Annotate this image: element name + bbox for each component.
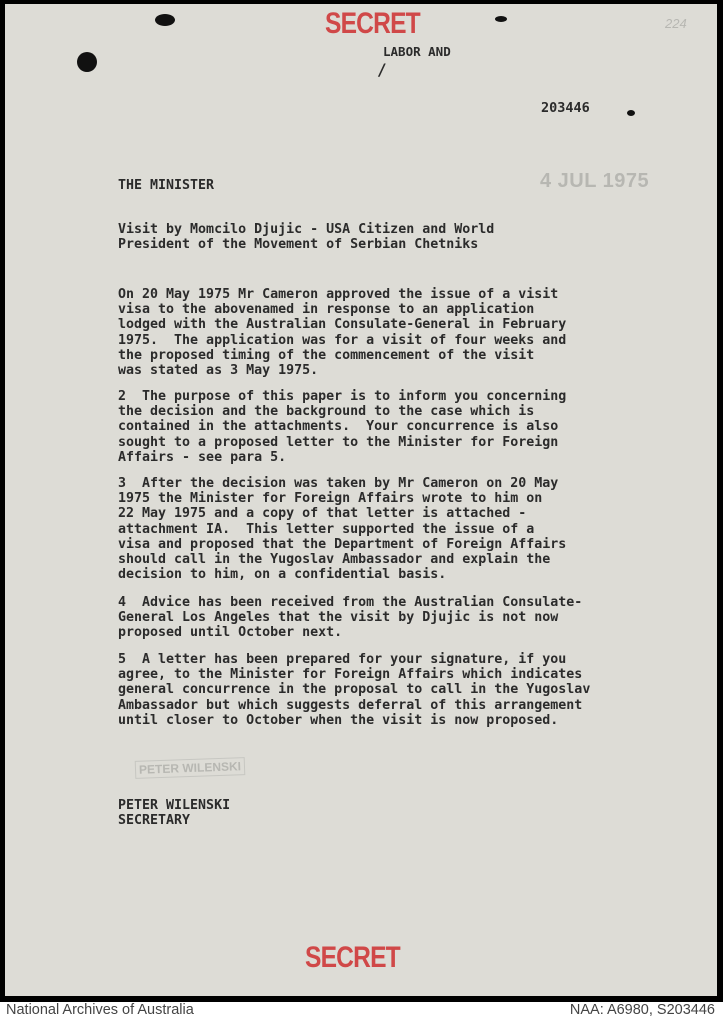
punch-hole	[77, 52, 97, 72]
paragraph-2: 2 The purpose of this paper is to inform you concerning the decision and the background to the case which is contained in the attachments. Your concurrence is also sought to a proposed letter to the Minister for Foreign Affairs - see para 5.	[118, 389, 567, 465]
signatory-title: SECRETARY	[118, 813, 191, 828]
document-page	[5, 4, 717, 996]
footer-archive-name: National Archives of Australia	[6, 1002, 194, 1018]
reference-number: 203446	[541, 100, 590, 116]
blemish-mark	[495, 16, 507, 22]
addressee: THE MINISTER	[118, 178, 215, 193]
signatory-name: PETER WILENSKI	[118, 798, 231, 813]
paragraph-1: On 20 May 1975 Mr Cameron approved the issue of a visit visa to the abovenamed in response to an application lodged with the Australian Consulate-General in February 1975. The application was for a visit of four weeks and the proposed timing of the commencement of the visit was stated as 3 May 1975.	[118, 287, 567, 379]
paragraph-4: 4 Advice has been received from the Australian Consulate- General Los Angeles that the visit by Djujic is not now proposed until October next.	[118, 595, 583, 641]
slash-mark: /	[377, 60, 387, 79]
blemish-mark	[627, 110, 635, 116]
paragraph-5: 5 A letter has been prepared for your signature, if you agree, to the Minister for Foreign Affairs which indicates general concurrence in the proposal to call in the Yugoslav Ambassador but which suggests deferral of this arrangement until closer to October when the visit is now proposed.	[118, 652, 591, 728]
corner-number: 224	[665, 16, 687, 31]
paragraph-3: 3 After the decision was taken by Mr Cameron on 20 May 1975 the Minister for Foreign Affairs wrote to him on 22 May 1975 and a copy of that letter is attached - attachment IA. This letter supported the issue of a visa and proposed that the Department of Foreign Affairs should call in the Yugoslav Ambassador and explain the decision to him, on a confidential basis.	[118, 476, 567, 583]
punch-hole	[155, 14, 175, 26]
footer-citation: NAA: A6980, S203446	[569, 1002, 715, 1018]
subject-line-2: President of the Movement of Serbian Chetniks	[118, 237, 479, 252]
secret-stamp-top: SECRET	[325, 7, 420, 40]
subject-line-1: Visit by Momcilo Djujic - USA Citizen and World	[118, 222, 495, 237]
secret-stamp-bottom: SECRET	[305, 941, 400, 974]
signature-stamp: PETER WILENSKI	[135, 757, 246, 779]
department-fragment: LABOR AND	[383, 44, 451, 59]
date-received-stamp: 4 JUL 1975	[540, 170, 650, 192]
